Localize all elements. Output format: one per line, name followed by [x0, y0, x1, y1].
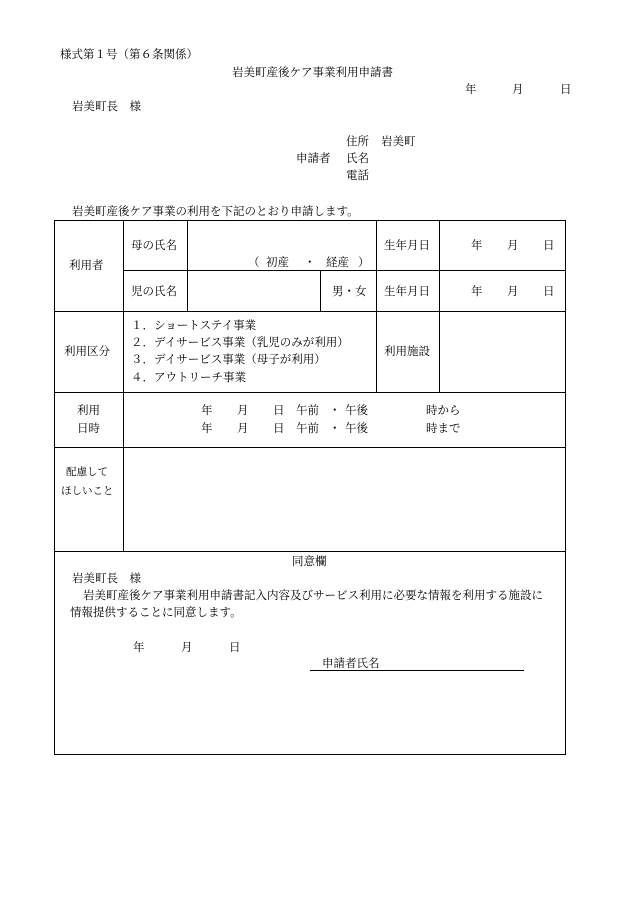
category-option[interactable]: ３．デイサービス事業（母子が利用）: [131, 352, 326, 366]
end-am[interactable]: 午前: [296, 421, 319, 435]
user-label: 利用者: [69, 258, 104, 272]
applicant-label: 申請者: [296, 151, 331, 165]
address-value[interactable]: 岩美町: [381, 134, 416, 148]
consider-label-1: 配慮して: [66, 466, 108, 478]
phone-label: 電話: [346, 168, 369, 182]
category-label: 利用区分: [64, 344, 110, 358]
birth-type-first[interactable]: 初産: [266, 255, 289, 269]
end-pm[interactable]: 午後: [345, 421, 368, 435]
end-dot: ・: [329, 421, 341, 435]
consent-addressee: 岩美町長 様: [72, 571, 141, 585]
intro-text: 岩美町産後ケア事業の利用を下記のとおり申請します。: [72, 204, 359, 218]
name-label: 氏名: [346, 151, 369, 165]
birth-type-multi[interactable]: 経産: [326, 255, 349, 269]
consider-label-2: ほしいこと: [61, 485, 114, 497]
end-year: 年: [201, 421, 213, 435]
form-number: 様式第１号（第６条関係）: [60, 47, 198, 61]
mother-birth-month: 月: [507, 238, 519, 252]
birth-type-open: （: [248, 255, 260, 269]
address-label: 住所: [346, 134, 369, 148]
birth-type-close: ）: [358, 255, 370, 269]
signature-line[interactable]: [310, 670, 524, 671]
start-am[interactable]: 午前: [296, 403, 319, 417]
start-day: 日: [273, 403, 285, 417]
mother-birthdate-label: 生年月日: [384, 238, 430, 252]
date-year-label: 年: [465, 82, 477, 96]
consent-text-line1: 岩美町産後ケア事業利用申請書記入内容及びサービス利用に必要な情報を利用する施設に: [83, 588, 543, 602]
category-option[interactable]: １．ショートステイ事業: [131, 318, 257, 332]
consent-day: 日: [229, 640, 241, 654]
birth-type-dot: ・: [304, 255, 316, 269]
mother-birth-day: 日: [543, 238, 555, 252]
datetime-label-1: 利用: [77, 403, 100, 417]
page-title: 岩美町産後ケア事業利用申請書: [232, 65, 393, 79]
start-year: 年: [201, 403, 213, 417]
sex-options[interactable]: 男・女: [332, 284, 367, 298]
addressee: 岩美町長 様: [72, 99, 141, 113]
consent-text-line2: 情報提供することに同意します。: [70, 605, 242, 619]
consent-title: 同意欄: [292, 554, 327, 568]
end-month: 月: [237, 421, 249, 435]
child-birth-day: 日: [543, 284, 555, 298]
datetime-label-2: 日時: [77, 421, 100, 435]
mother-birth-year: 年: [471, 238, 483, 252]
signature-label: 申請者氏名: [322, 656, 380, 670]
start-dot: ・: [329, 403, 341, 417]
child-birth-month: 月: [507, 284, 519, 298]
category-option[interactable]: ２．デイサービス事業（乳児のみが利用）: [131, 335, 349, 349]
child-name-label: 児の氏名: [131, 284, 177, 298]
category-option[interactable]: ４．アウトリーチ事業: [131, 370, 246, 384]
time-to: 時まで: [426, 421, 461, 435]
date-day-label: 日: [560, 82, 572, 96]
start-pm[interactable]: 午後: [345, 403, 368, 417]
consent-month: 月: [181, 640, 193, 654]
child-birthdate-label: 生年月日: [384, 284, 430, 298]
child-birth-year: 年: [471, 284, 483, 298]
facility-label: 利用施設: [384, 344, 430, 358]
end-day: 日: [273, 421, 285, 435]
consent-year: 年: [133, 640, 145, 654]
start-month: 月: [237, 403, 249, 417]
mother-name-label: 母の氏名: [131, 238, 177, 252]
date-month-label: 月: [512, 82, 524, 96]
time-from: 時から: [426, 403, 461, 417]
